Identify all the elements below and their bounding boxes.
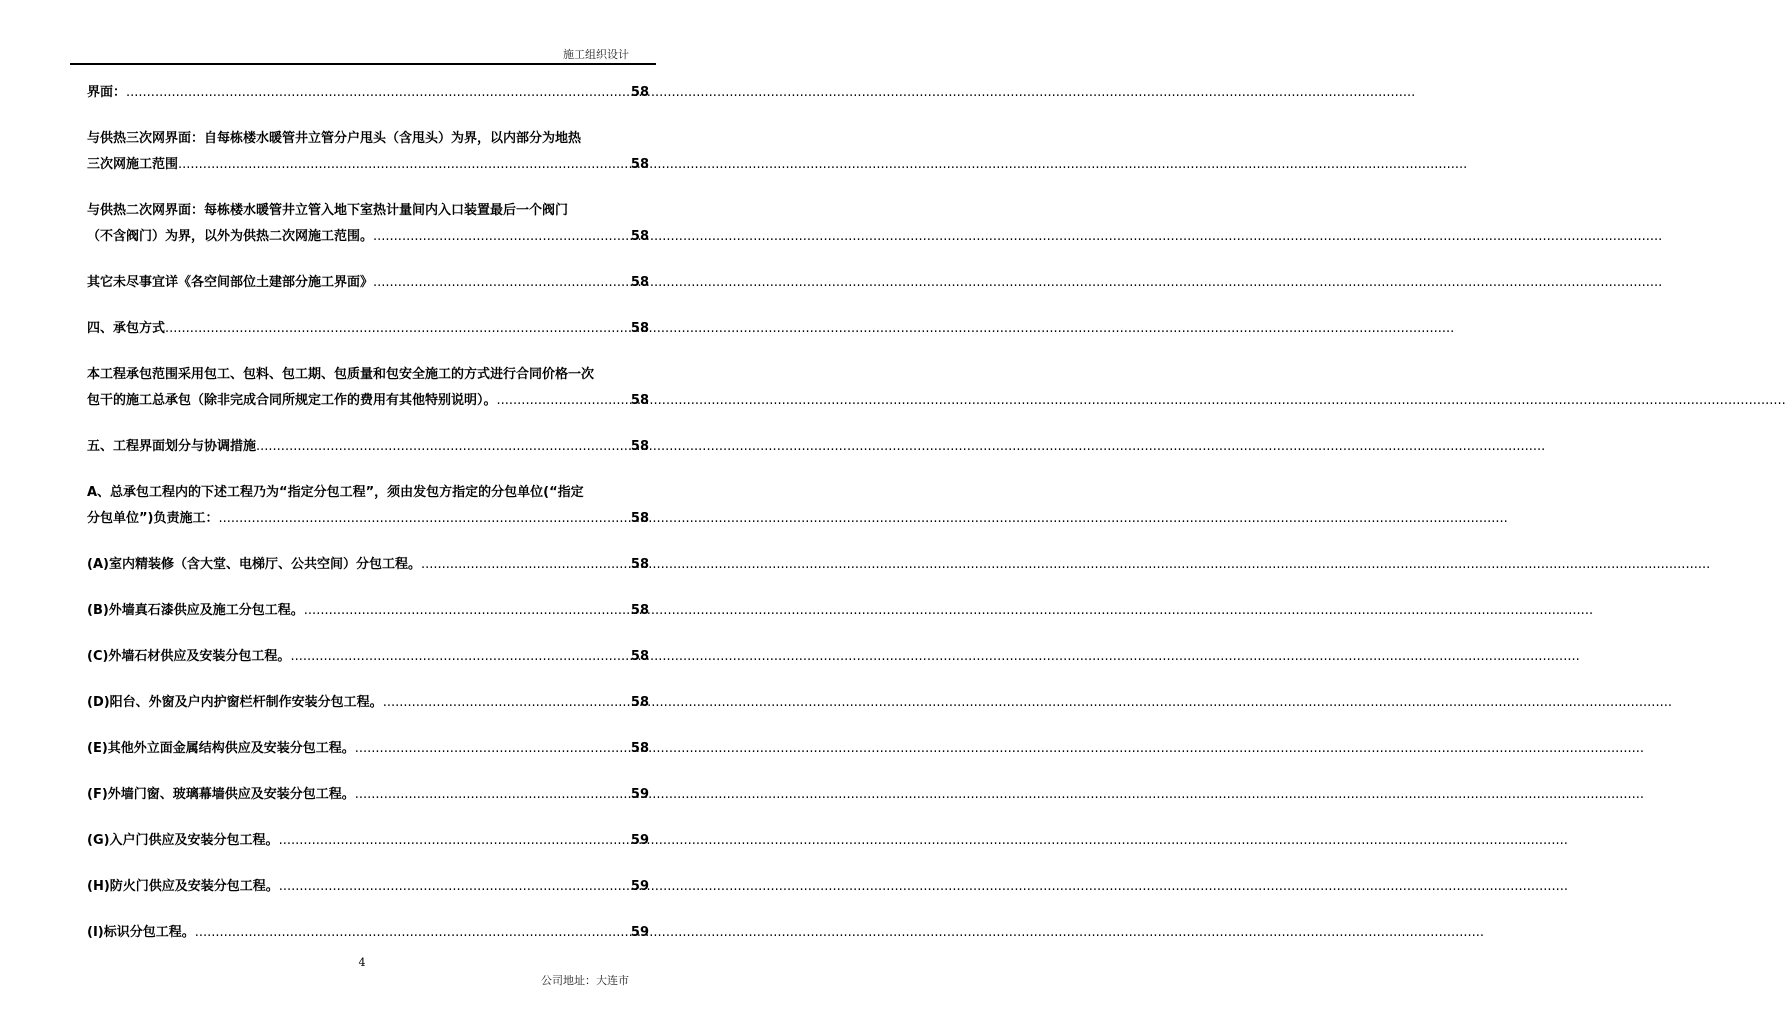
- toc-entry[interactable]: [87, 782, 649, 808]
- toc-leader-dots: [126, 80, 630, 106]
- toc-leader-dots: [256, 434, 630, 460]
- toc-entry-text: （不含阀门）为界，以外为供热二次网施工范围。: [87, 229, 374, 244]
- toc-leader-dots: [290, 644, 629, 670]
- toc-leader-dots: [383, 690, 630, 716]
- toc-entry[interactable]: [87, 736, 649, 762]
- toc-entry-page: 58: [630, 393, 649, 408]
- toc-leader-dots: [219, 506, 630, 532]
- toc-leader-dots: [373, 270, 630, 296]
- toc-entry[interactable]: [87, 874, 649, 900]
- toc-entry-page: 58: [630, 741, 649, 756]
- toc-leader-dots: [304, 598, 630, 624]
- toc-entry-page: 58: [630, 275, 649, 290]
- toc-leader-dots: [178, 152, 630, 178]
- toc-entry-text: (H)防火门供应及安装分包工程。: [87, 879, 279, 894]
- toc-leader-dots: [279, 874, 630, 900]
- toc-entry-page: 59: [630, 879, 649, 894]
- toc-entry[interactable]: [87, 198, 649, 250]
- toc-entry-text: 三次网施工范围: [87, 157, 179, 172]
- toc-entry-text: 界面：: [87, 85, 127, 100]
- toc-entry[interactable]: [87, 434, 649, 460]
- footer-address: 公司地址：大连市: [541, 974, 629, 987]
- toc-entry-text: (I)标识分包工程。: [87, 925, 195, 940]
- header-rule: [70, 63, 656, 65]
- toc-entry-text: (D)阳台、外窗及户内护窗栏杆制作安装分包工程。: [87, 695, 383, 710]
- toc-entry-text: (E)其他外立面金属结构供应及安装分包工程。: [87, 741, 355, 756]
- toc-entry-text: 四、承包方式: [87, 321, 166, 336]
- toc-entry[interactable]: [87, 362, 649, 414]
- toc-entry-text: (C)外墙石材供应及安装分包工程。: [87, 649, 291, 664]
- toc-entry-page: 58: [630, 157, 649, 172]
- toc-leader-dots: [421, 552, 630, 578]
- toc-leader-dots: [373, 224, 630, 250]
- toc-entry[interactable]: [87, 270, 649, 296]
- toc-entry[interactable]: [87, 126, 649, 178]
- table-of-contents: [87, 80, 649, 946]
- header-title: 施工组织设计: [563, 48, 629, 61]
- toc-entry-text: 分包单位”)负责施工：: [87, 511, 219, 526]
- toc-entry-page: 58: [630, 85, 649, 100]
- toc-entry-page: 58: [630, 439, 649, 454]
- toc-leader-dots: [355, 736, 630, 762]
- toc-entry-text: 五、工程界面划分与协调措施: [87, 439, 257, 454]
- toc-leader-dots: [279, 828, 630, 854]
- toc-entry-text: 其它未尽事宜详《各空间部位土建部分施工界面》: [87, 275, 374, 290]
- toc-entry[interactable]: [87, 828, 649, 854]
- toc-entry-first-line: 本工程承包范围采用包工、包料、包工期、包质量和包安全施工的方式进行合同价格一次: [87, 367, 595, 382]
- toc-entry-first-line: 与供热三次网界面：自每栋楼水暖管井立管分户甩头（含甩头）为界，以内部分为地热: [87, 131, 582, 146]
- toc-entry[interactable]: [87, 690, 649, 716]
- toc-leader-dots: [497, 388, 630, 414]
- toc-entry-page: 58: [630, 603, 649, 618]
- toc-entry-page: 58: [630, 695, 649, 710]
- toc-entry-page: 58: [630, 649, 649, 664]
- toc-entry-first-line: A、总承包工程内的下述工程乃为“指定分包工程”，须由发包方指定的分包单位(“指定: [87, 485, 584, 500]
- toc-entry[interactable]: [87, 80, 649, 106]
- toc-entry-page: 59: [630, 787, 649, 802]
- toc-entry[interactable]: [87, 920, 649, 946]
- toc-entry-page: 58: [630, 511, 649, 526]
- toc-leader-dots: [355, 782, 630, 808]
- toc-entry-page: 58: [630, 321, 649, 336]
- toc-entry-text: (F)外墙门窗、玻璃幕墙供应及安装分包工程。: [87, 787, 355, 802]
- toc-entry-text: 包干的施工总承包（除非完成合同所规定工作的费用有其他特别说明）。: [87, 393, 497, 408]
- toc-entry-page: 59: [630, 925, 649, 940]
- toc-entry-page: 58: [630, 229, 649, 244]
- toc-entry-text: (G)入户门供应及安装分包工程。: [87, 833, 279, 848]
- toc-entry-first-line: 与供热二次网界面：每栋楼水暖管井立管入地下室热计量间内入口装置最后一个阀门: [87, 203, 569, 218]
- toc-entry[interactable]: [87, 480, 649, 532]
- toc-entry[interactable]: [87, 552, 649, 578]
- toc-entry-page: 59: [630, 833, 649, 848]
- toc-entry[interactable]: [87, 644, 649, 670]
- footer-page-number: 4: [358, 956, 366, 969]
- toc-leader-dots: [195, 920, 630, 946]
- toc-entry[interactable]: [87, 316, 649, 342]
- toc-entry-page: 58: [630, 557, 649, 572]
- toc-leader-dots: [165, 316, 630, 342]
- toc-entry-text: (B)外墙真石漆供应及施工分包工程。: [87, 603, 304, 618]
- toc-entry[interactable]: [87, 598, 649, 624]
- toc-entry-text: (A)室内精装修（含大堂、电梯厅、公共空间）分包工程。: [87, 557, 421, 572]
